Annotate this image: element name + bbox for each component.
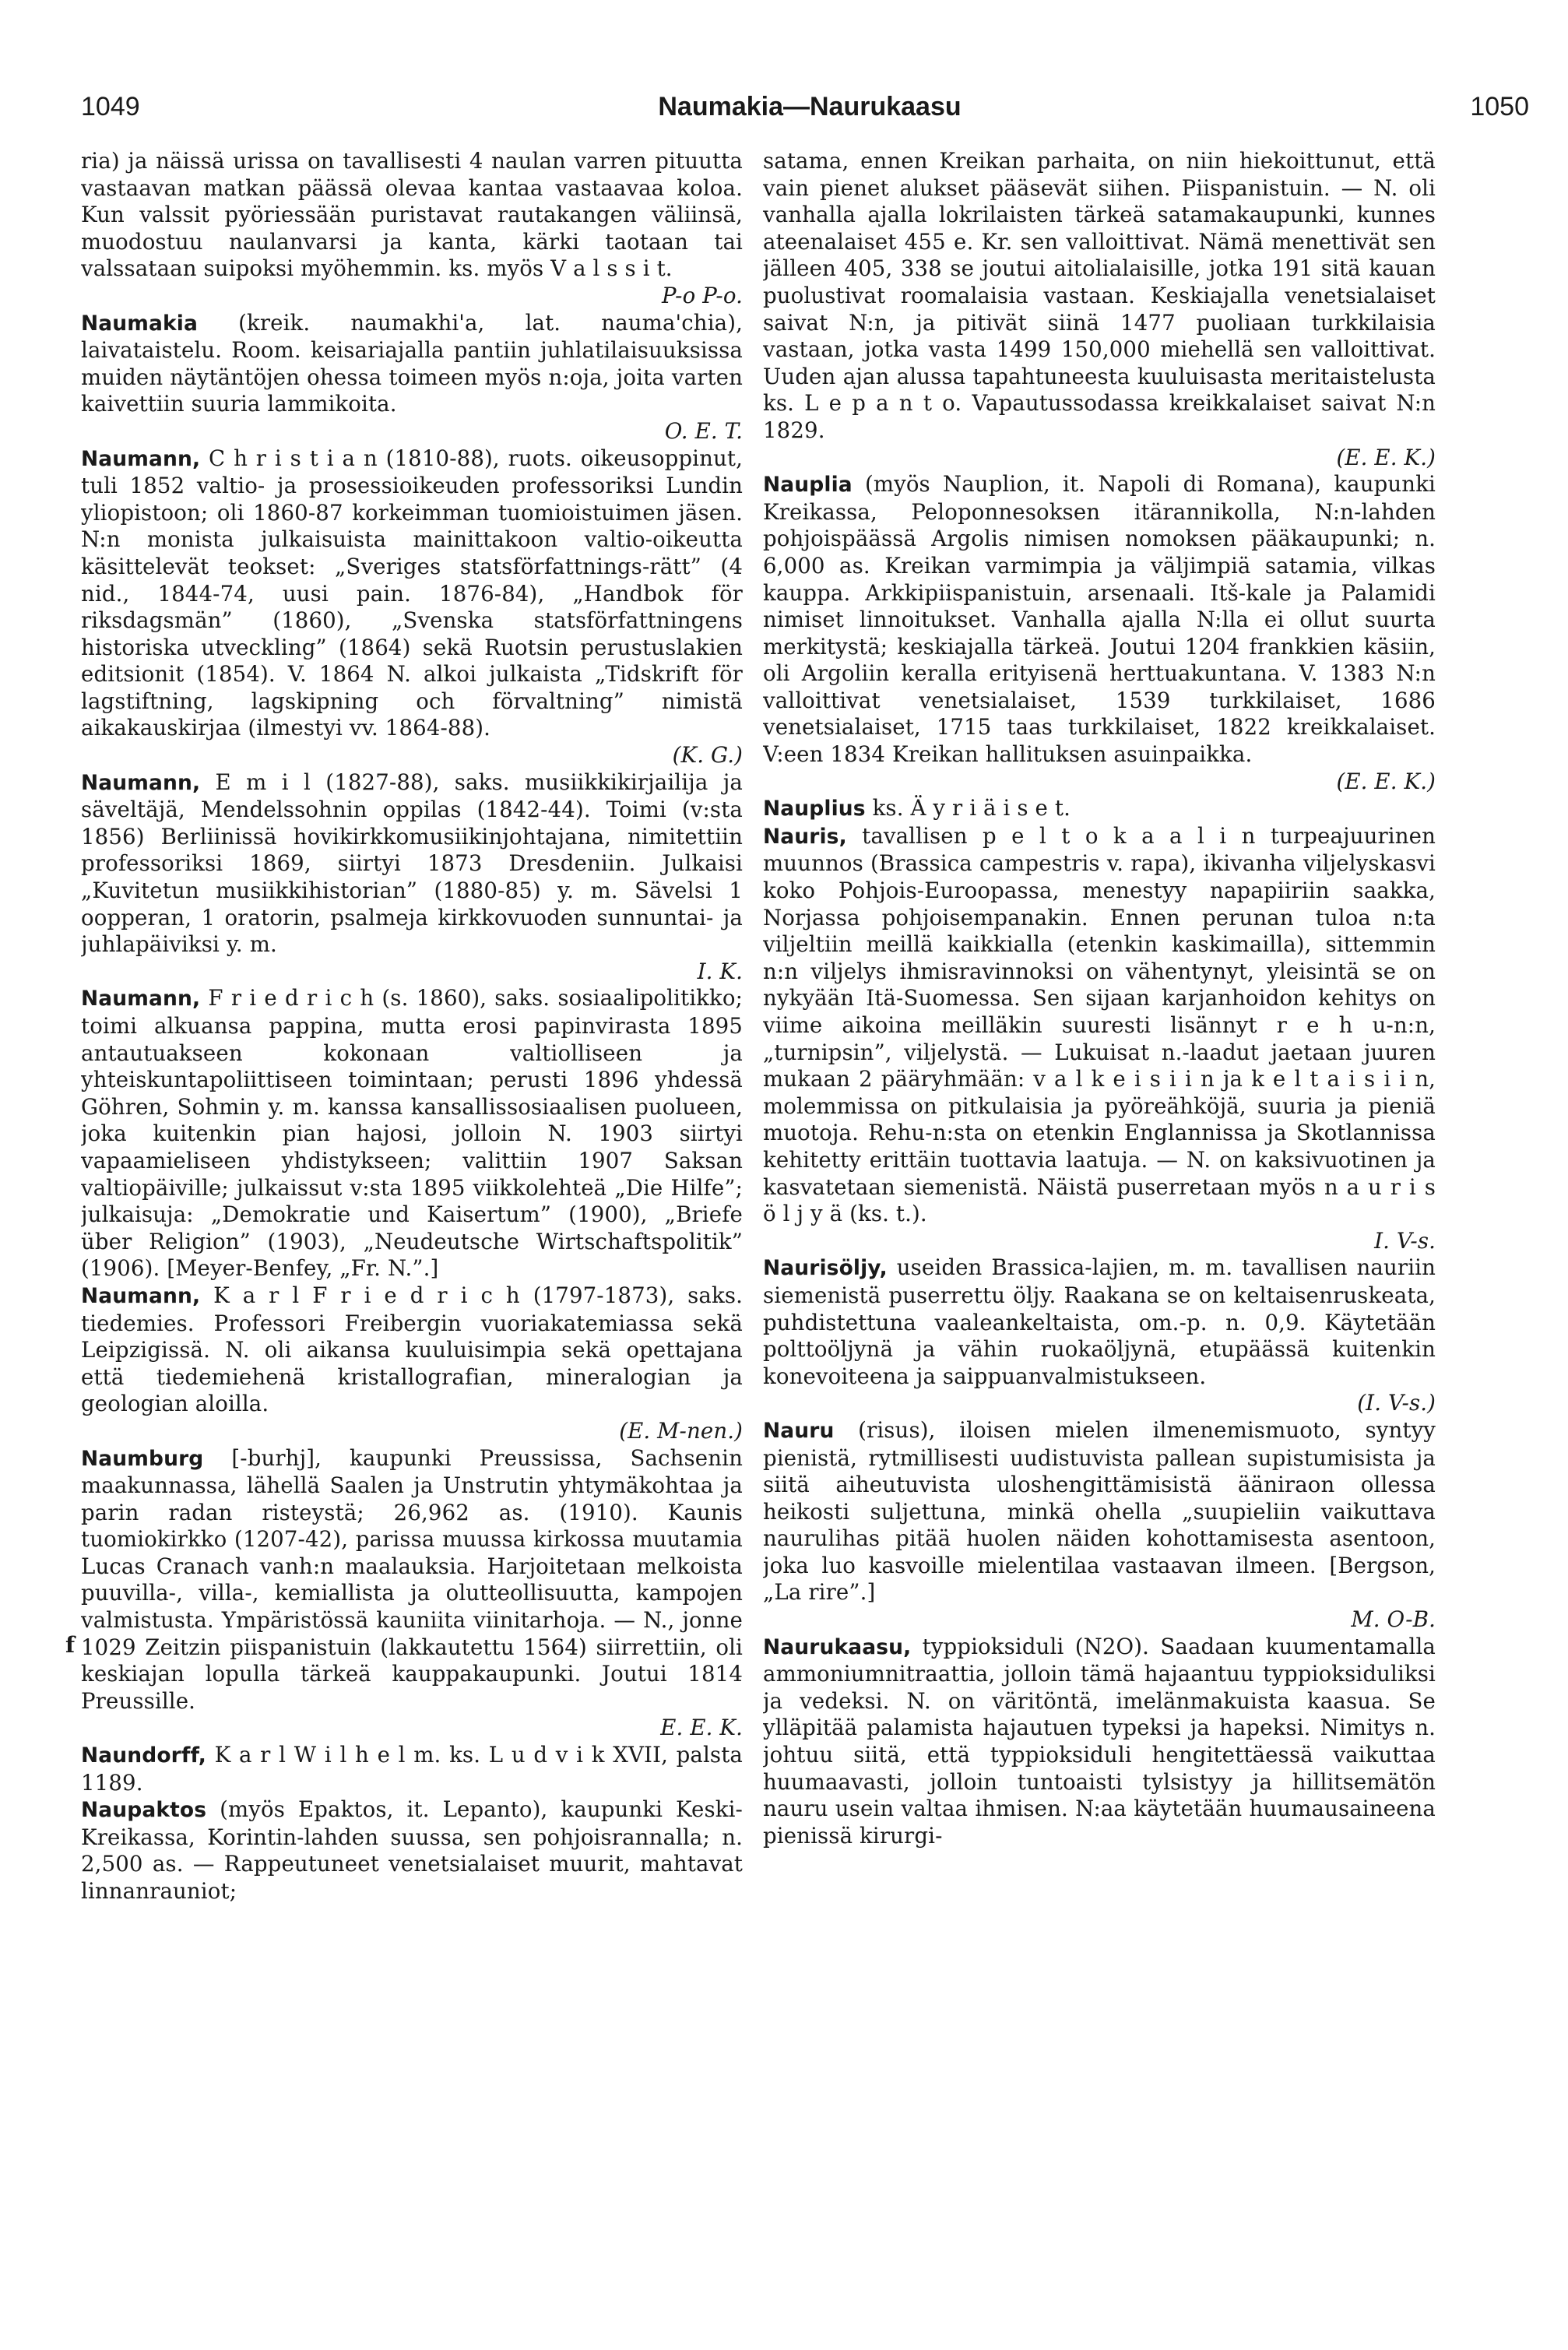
encyclopedia-entry: [81, 1796, 743, 1905]
entry-headword: Naundorff,: [81, 1743, 206, 1768]
entry-text: F r i e d r i c h (s. 1860), saks. sosiaalipolitikko; toimi alkuansa pappina, mutta erosi papinvirasta 1895 antautuakseen kokonaan valtiolliseen ja yhteiskuntapoliittiseen toimintaan; perusti 1896 yhdessä Göhren, Sohmin y. m. kanssa kansallissosiaalisen puolueen, joka kuitenkin pian hajosi, jolloin N. 1903 siirtyi vapaamieliseen yhdistykseen; valittiin 1907 Saksan valtiopäiville; julkaissut v:sta 1895 viikkolehteä „Die Hilfe”; julkaisuja: „Demokratie und Kaisertum” (1900), „Briefe über Religion” (1903), „Neudeutsche Wirtschaftspolitik” (1906). [Meyer-Benfey, „Fr. N.”.]: [81, 985, 743, 1282]
entry-text: (myös Epaktos, it. Lepanto), kaupunki Keski-Kreikassa, Korintin-lahden suussa, sen pohjoisrannalla; n. 2,500 as. — Rappeutuneet venetsialaiset muurit, mahtavat linnanrauniot;: [81, 1796, 743, 1904]
entry-text: ks. Ä y r i ä i s e t.: [872, 795, 1071, 821]
entry-headword: Nauplia: [763, 473, 853, 498]
entry-headword: Naupaktos: [81, 1798, 207, 1823]
entry-text: satama, ennen Kreikan parhaita, on niin hiekoittunut, että vain pienet alukset pääsevät siihen. Piispanistuin. — N. oli vanhalla ajalla lokrilaisten tärkeä satamakaupunki, kunnes ateenalaiset 455 e. Kr. sen valloittivat. Nämä menettivät sen jälleen 405, 338 se joutui aitolialaisille, jotka 191 sitä kauan puolustivat roomalaisia vastaan. Keskiajalla venetsialaiset saivat N:n, ja pitivät siinä 1477 puoliaan turkkilaisia vastaan, jotka vasta 1499 150,000 miehellä sen valloittivat. Uuden ajan alussa tapahtuneesta kuuluisasta meritaistelusta ks. L e p a n t o. Vapautussodassa kreikkalaiset saivat N:n 1829.: [763, 148, 1436, 443]
author-signature: O. E. T.: [664, 417, 743, 444]
entry-headword: Naumann,: [81, 446, 201, 471]
encyclopedia-entry: [81, 310, 743, 445]
entry-text: E m i l (1827-88), saks. musiikkikirjailija ja säveltäjä, Mendelssohnin oppilas (1842-44). Toimi (v:sta 1856) Berliinissä hovikirkkomusiikinjohtajana, nimitettiin professoriksi 1869, siirtyi 1873 Dresdeniin. Julkaisi „Kuvitetun musiikkihistorian” (1880-85) y. m. Sävelsi 1 oopperan, 1 oratorin, psalmeja kirkkovuoden sunnuntai- ja juhlapäiviksi y. m.: [81, 769, 743, 958]
encyclopedia-entry: [763, 795, 1436, 823]
author-signature: M. O-B.: [1351, 1606, 1436, 1633]
entry-headword: Nauru: [763, 1418, 835, 1443]
entry-headword: Naurisöljy,: [763, 1256, 888, 1281]
entry-text: ria) ja näissä urissa on tavallisesti 4 naulan varren pituutta vastaavan matkan päässä olevaa kantaa vastaavaa koloa. Kun valssit pyöriessään puristavat rautakangen väliinsä, muodostuu naulanvarsi ja kanta, kärki taotaan tai valssataan suipoksi myöhemmin. ks. myös V a l s s i t.: [81, 148, 743, 282]
encyclopedia-entry: [763, 471, 1436, 795]
author-signature: E. E. K.: [660, 1715, 743, 1741]
left-column: [81, 148, 743, 2328]
author-signature: (I. V-s.): [1357, 1390, 1436, 1416]
margin-mark: f: [65, 1632, 76, 1658]
author-signature: (K. G.): [672, 742, 743, 769]
right-column: [763, 148, 1436, 2328]
entry-headword: Naumann,: [81, 770, 201, 795]
page-number-left: 1049: [81, 92, 140, 121]
running-title: Naumakia—Naurukaasu: [658, 92, 962, 121]
encyclopedia-entry: [81, 148, 743, 310]
page-header: [78, 92, 1542, 139]
encyclopedia-entry: [81, 769, 743, 986]
entry-text: (risus), iloisen mielen ilmenemismuoto, syntyy pienistä, rytmillisesti uudistuvista pallean supistumisista ja siitä aiheutuvista uloshengittämisistä ääniraon ollessa heikosti suljettuna, minkä ohella „suupieliin vaikuttava naurulihas pitää huolen näiden kohottamisesta asentoon, joka luo kasvoille mielentilaa vastaavan ilmeen. [Bergson, „La rire”.]: [763, 1416, 1436, 1606]
entry-headword: Naumann,: [81, 987, 201, 1011]
entry-headword: Naumburg: [81, 1446, 204, 1471]
entry-text: useiden Brassica-lajien, m. m. tavallisen nauriin siemenistä puserrettu öljy. Raakana se on keltaisenruskeata, puhdistettuna vaaleankeltaista, om.-p. n. 0,9. Käytetään polttoöljynä ja vähin ruokaöljynä, etupäässä kuitenkin konevoiteena ja saippuanvalmistukseen.: [763, 1254, 1436, 1389]
encyclopedia-entry: [81, 985, 743, 1282]
encyclopedia-entry: [763, 1417, 1436, 1634]
encyclopedia-entry: [81, 1742, 743, 1796]
entry-headword: Naurukaasu,: [763, 1634, 912, 1659]
author-signature: I. V-s.: [1374, 1227, 1436, 1254]
author-signature: (E. M-nen.): [619, 1417, 743, 1444]
author-signature: P-o P-o.: [661, 282, 743, 308]
entry-text: K a r l F r i e d r i c h (1797-1873), saks. tiedemies. Professori Freibergin vuoriakatemiassa sekä Leipzigissä. N. oli aikansa kuuluisimpia sekä opettajana että tiedemiehenä kristallografian, mineralogian ja geologian aloilla.: [81, 1282, 743, 1417]
encyclopedia-entry: [81, 445, 743, 769]
encyclopedia-entry: [763, 1254, 1436, 1417]
encyclopedia-entry: [763, 148, 1436, 471]
encyclopedia-entry: [81, 1445, 743, 1743]
encyclopedia-entry: [763, 823, 1436, 1255]
author-signature: (E. E. K.): [1336, 768, 1436, 794]
entry-headword: Nauplius: [763, 797, 866, 821]
author-signature: I. K.: [697, 958, 743, 984]
page-number-right: 1050: [1470, 92, 1529, 121]
entry-headword: Naumakia: [81, 311, 198, 336]
entry-text: typpioksiduli (N2O). Saadaan kuumentamalla ammoniumnitraattia, jolloin tämä hajaantuu typpioksiduliksi ja vedeksi. N. on väritöntä, imelänmakuista kaasua. Se ylläpitää palamista hajautuen typeksi ja hapeksi. Nimitys n. johtuu siitä, että typpioksiduli hengitettäessä vaikuttaa huumaavasti, jolloin tuntoaisti tylsistyy ja hillitsemätön nauru usein valtaa ihmisen. N:aa käytetään huumausaineena pienissä kirurgi-: [763, 1633, 1436, 1849]
encyclopedia-entry: [763, 1634, 1436, 1850]
entry-headword: Nauris,: [763, 824, 847, 849]
encyclopedia-entry: [81, 1282, 743, 1445]
entry-text: (kreik. naumakhi'a, lat. nauma'chia), laivataistelu. Room. keisariajalla pantiin juhlatilaisuuksissa muiden näytäntöjen ohessa toimeen myös n:oja, joita varten kaivettiin suuria lammikoita.: [81, 309, 743, 417]
entry-text: (myös Nauplion, it. Napoli di Romana), kaupunki Kreikassa, Peloponnesoksen itärannikolla, N:n-lahden pohjoispäässä Argolis nimisen nomoksen pääkaupunki; n. 6,000 as. Kreikan varmimpia ja väljimpiä satamia, vilkas kauppa. Arkkipiispanistuin, arsenaali. Itš-kale ja Palamidi nimiset linnoitukset. Vanhalla ajalla N:lla ei ollut suurta merkitystä; keskiajalla tärkeä. Joutui 1204 frankkien käsiin, oli Argoliin keralla erityisenä herttuakuntana. V. 1383 N:n valloittivat venetsialaiset, 1539 turkkilaiset, 1686 venetsialaiset, 1715 taas turkkilaiset, 1822 kreikkalaiset. V:een 1834 Kreikan hallituksen asuinpaikka.: [763, 471, 1436, 768]
entry-headword: Naumann,: [81, 1283, 201, 1308]
author-signature: (E. E. K.): [1336, 444, 1436, 470]
entry-text: tavallisen p e l t o k a a l i n turpeajuurinen muunnos (Brassica campestris v. rapa), ikivanha viljelyskasvi koko Pohjois-Euroopassa, menestyy napapiiriin saakka, Norjassa pohjoisempanakin. Ennen perunan tuloa n:ta viljeltiin meillä kaikkialla (etenkin kaskimailla), sittemmin n:n viljelys ihmisravinnoksi on vähentynyt, yleisintä se on nykyään Itä-Suomessa. Sen sijaan karjanhoidon kehitys on viime aikoina meilläkin suuresti lisännyt r e h u-n:n, „turnipsin”, viljelystä. — Lukuisat n.-laadut jaetaan juuren mukaan 2 pääryhmään: v a l k e i s i i n ja k e l t a i s i i n, molemmissa on pitkulaisia ja pyöreähköjä, suuria ja pieniä muotoja. Rehu-n:sta on etenkin Englannissa ja Skotlannissa kehitetty erittäin tuottavia laatuja. — N. on kaksivuotinen ja kasvatetaan siemenistä. Näistä puserretaan myös n a u r i s ö l j y ä (ks. t.).: [763, 822, 1436, 1227]
entry-text: C h r i s t i a n (1810-88), ruots. oikeusoppinut, tuli 1852 valtio- ja prosessioikeuden professoriksi Lundin yliopistoon; oli 1860-87 korkeimman tuomioistuimen jäsen. N:n monista julkaisuista mainittakoon valtio-oikeutta käsittelevät teokset: „Sveriges statsförfattnings-rätt” (4 nid., 1844-74, uusi pain. 1876-84), „Handbok för riksdagsmän” (1860), „Svenska statsförfattningens historiska utveckling” (1864) sekä Ruotsin perustuslakien editsionit (1854). V. 1864 N. alkoi julkaista „Tidskrift för lagstiftning, lagskipning och förvaltning” nimistä aikakauskirjaa (ilmestyi vv. 1864-88).: [81, 445, 743, 741]
entry-text: [-burhj], kaupunki Preussissa, Sachsenin maakunnassa, lähellä Saalen ja Unstrutin yhtymäkohtaa ja parin radan risteystä; 26,962 as. (1910). Kaunis tuomiokirkko (1207-42), parissa muussa kirkossa muutamia Lucas Cranach vanh:n maalauksia. Harjoitetaan melkoista puuvilla-, villa-, kemiallista ja olutteollisuutta, kampojen valmistusta. Ympäristössä kauniita viinitarhoja. — N., jonne 1029 Zeitzin piispanistuin (lakkautettu 1564) siirrettiin, oli keskiajan lopulla tärkeä kauppakaupunki. Joutui 1814 Preussille.: [81, 1444, 743, 1714]
entry-text: K a r l W i l h e l m. ks. L u d v i k XVII, palsta 1189.: [81, 1742, 743, 1796]
